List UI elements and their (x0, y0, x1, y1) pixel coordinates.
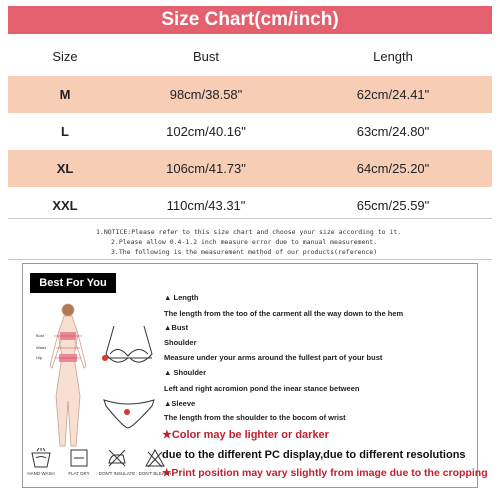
care-label: HAND WASH (27, 471, 55, 476)
table-row (8, 150, 492, 187)
measurement-illustration (28, 296, 158, 456)
flat-dry-icon (68, 447, 90, 469)
bust-marker-dot (102, 355, 108, 361)
cell-length: 65cm/25.59" (356, 198, 430, 213)
print-note: ★Print position may vary slightly from image due to the cropping (162, 467, 488, 479)
header-bust: Bust (192, 48, 219, 64)
cell-size: XL (56, 161, 74, 176)
size-chart-title-bar (8, 6, 492, 34)
header-size: Size (52, 48, 78, 64)
cell-size: M (59, 87, 71, 102)
label-bust: Bust (36, 333, 45, 338)
care-icons-row (27, 447, 172, 487)
model-figure-icon (50, 304, 86, 446)
divider (8, 259, 492, 260)
header-length: Length (373, 48, 413, 64)
size-table (8, 36, 492, 224)
cell-bust: 98cm/38.58" (169, 87, 243, 102)
best-for-you-tag: Best For You (30, 273, 116, 293)
length-desc: The length from the too of the carment all the way down to the hem (164, 309, 404, 318)
display-note: due to the different PC display,due to different resolutions (162, 449, 466, 461)
shoulder-desc: Left and right acromion pond the inear stance between (164, 384, 360, 393)
length-title: ▲ Length (164, 293, 199, 302)
table-header-row (8, 36, 492, 76)
shoulder-title: ▲ Shoulder (164, 368, 207, 377)
bust-desc: Measure under your arms around the fullest part of your bust (164, 353, 383, 362)
shoulder-label: Shoulder (164, 338, 197, 347)
sleeve-desc: The length from the shoulder to the bocom of wrist (164, 413, 346, 422)
cell-length: 64cm/25.20" (356, 161, 430, 176)
cell-length: 62cm/24.41" (356, 87, 430, 102)
divider (8, 218, 492, 219)
table-row (8, 113, 492, 150)
cell-bust: 106cm/41.73" (166, 161, 246, 176)
hand-wash-icon (30, 447, 52, 469)
length-marker-dot (124, 409, 130, 415)
label-hip: Hip (36, 355, 43, 360)
care-label: DON'T INSULATE (98, 471, 136, 476)
cell-bust: 102cm/40.16" (166, 124, 246, 139)
label-waist: Waist (36, 345, 46, 350)
sleeve-title: ▲Sleeve (164, 399, 196, 408)
do-not-iron-icon (106, 447, 128, 469)
care-item (98, 447, 136, 487)
note-line: 3.The following is the measurement method of our products(reference) (111, 248, 378, 256)
bikini-top-icon (106, 326, 152, 362)
notes-block (96, 227, 401, 257)
care-item (66, 447, 92, 487)
care-label: DON'T BLEACH (138, 471, 172, 476)
table-row (8, 76, 492, 113)
cell-size: XXL (52, 198, 78, 213)
note-line: 1.NOTICE:Please refer to this size chart and choose your size according to it. (96, 228, 402, 236)
size-chart-title: Size Chart(cm/inch) (161, 9, 339, 30)
cell-length: 63cm/24.80" (356, 124, 430, 139)
care-label: FLAT DRY (68, 471, 90, 476)
note-line: 2.Please allow 0.4-1.2 inch measure error due to manual measurement. (111, 238, 378, 246)
cell-bust: 110cm/43.31" (166, 198, 246, 213)
figure-illustration (28, 296, 158, 456)
care-item (28, 447, 54, 487)
bust-title: ▲Bust (164, 323, 189, 332)
cell-size: L (61, 124, 69, 139)
color-note: ★Color may be lighter or darker (162, 429, 329, 441)
